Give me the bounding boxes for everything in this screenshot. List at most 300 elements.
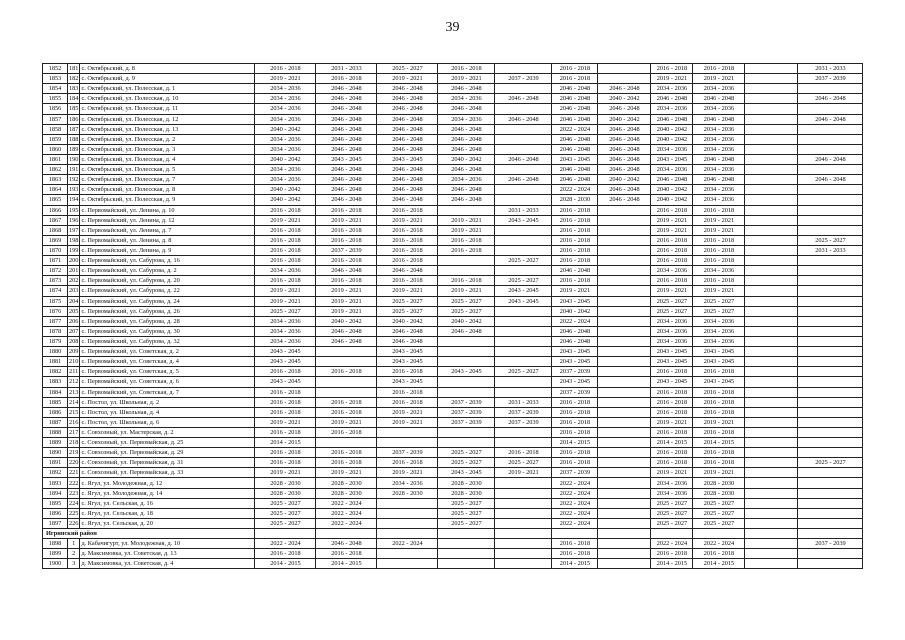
- row-number: 224: [69, 499, 79, 507]
- period-cell: 2046 - 2048: [552, 104, 598, 114]
- period-cell: [798, 134, 863, 144]
- period-cell: 2022 - 2024: [693, 539, 745, 549]
- period-cell: [438, 377, 495, 387]
- address-cell: с. Первомайский, ул. Сабурова, д. 24: [80, 296, 255, 306]
- period-cell: 2016 - 2018: [693, 549, 745, 559]
- table-row: [43, 508, 863, 518]
- period-cell: 2034 - 2036: [693, 84, 745, 94]
- period-cell: 2025 - 2027: [255, 306, 316, 316]
- period-cell: [316, 357, 377, 367]
- row-id: 1855: [43, 94, 68, 104]
- period-cell: 2037 - 2039: [552, 387, 598, 397]
- period-cell: [598, 357, 651, 367]
- address-cell: с. Первомайский, ул. Советская, д. 2: [80, 347, 255, 357]
- table-row: [43, 539, 863, 549]
- period-cell: [495, 559, 552, 569]
- period-cell: [598, 205, 651, 215]
- row-number: 196: [69, 216, 79, 224]
- period-cell: 2046 - 2048: [316, 84, 377, 94]
- period-cell: [798, 316, 863, 326]
- period-cell: 2034 - 2036: [255, 326, 316, 336]
- row-id: 1886: [43, 407, 68, 417]
- row-number: 223: [69, 489, 79, 497]
- period-cell: 2016 - 2018: [255, 367, 316, 377]
- address-cell: с. Первомайский, ул. Ленина, д. 10: [80, 205, 255, 215]
- period-cell: 2043 - 2045: [552, 296, 598, 306]
- row-id: 1898: [43, 539, 68, 549]
- period-cell: 2019 - 2021: [651, 417, 693, 427]
- row-number: 220: [69, 459, 79, 467]
- period-cell: 2040 - 2042: [598, 114, 651, 124]
- row-number: 189: [69, 145, 79, 153]
- period-cell: 2022 - 2024: [552, 508, 598, 518]
- table-row: [43, 154, 863, 164]
- period-cell: 2046 - 2048: [377, 124, 438, 134]
- period-cell: 2025 - 2027: [693, 498, 745, 508]
- period-cell: [598, 316, 651, 326]
- period-cell: 2019 - 2021: [255, 296, 316, 306]
- table-row: [43, 266, 863, 276]
- period-cell: [798, 225, 863, 235]
- period-cell: 2034 - 2036: [255, 104, 316, 114]
- table-row: [43, 427, 863, 437]
- period-cell: 2025 - 2027: [651, 518, 693, 528]
- row-id: 1899: [43, 549, 68, 559]
- row-id: 1882: [43, 367, 68, 377]
- period-cell: [798, 336, 863, 346]
- row-number: 210: [69, 358, 79, 366]
- period-cell: [745, 165, 798, 175]
- table-row: [43, 144, 863, 154]
- period-cell: 2016 - 2018: [255, 205, 316, 215]
- period-cell: 2046 - 2048: [552, 134, 598, 144]
- period-cell: 2016 - 2018: [316, 549, 377, 559]
- period-cell: 2034 - 2036: [693, 336, 745, 346]
- table-row: [43, 165, 863, 175]
- period-cell: 2016 - 2018: [255, 256, 316, 266]
- table-row: [43, 296, 863, 306]
- period-cell: 2034 - 2036: [255, 165, 316, 175]
- period-cell: 2019 - 2021: [255, 468, 316, 478]
- period-cell: 2046 - 2048: [693, 114, 745, 124]
- period-cell: 2046 - 2048: [438, 326, 495, 336]
- period-cell: 2016 - 2018: [438, 276, 495, 286]
- period-cell: [495, 225, 552, 235]
- address-cell: с. Октябрьский, ул. Полесская, д. 3: [80, 144, 255, 154]
- period-cell: 2016 - 2018: [377, 367, 438, 377]
- period-cell: 2034 - 2036: [651, 144, 693, 154]
- table-row: [43, 175, 863, 185]
- period-cell: 2016 - 2018: [651, 458, 693, 468]
- period-cell: 2028 - 2030: [693, 478, 745, 488]
- period-cell: [316, 438, 377, 448]
- period-cell: [798, 448, 863, 458]
- table-row: [43, 438, 863, 448]
- row-number: 203: [69, 287, 79, 295]
- period-cell: [495, 245, 552, 255]
- table-row: [43, 185, 863, 195]
- period-cell: 2022 - 2024: [552, 316, 598, 326]
- row-id: 1859: [43, 134, 68, 144]
- schedule-table: [42, 63, 863, 569]
- period-cell: [745, 539, 798, 549]
- period-cell: [438, 539, 495, 549]
- period-cell: 2025 - 2027: [693, 518, 745, 528]
- period-cell: 2019 - 2021: [693, 417, 745, 427]
- period-cell: [798, 124, 863, 134]
- address-cell: с. Октябрьский, д. 9: [80, 74, 255, 84]
- period-cell: 2040 - 2042: [651, 195, 693, 205]
- period-cell: 2014 - 2015: [552, 559, 598, 569]
- table-row: [43, 326, 863, 336]
- row-number: 190: [69, 156, 79, 164]
- period-cell: 2025 - 2027: [438, 508, 495, 518]
- period-cell: 2025 - 2027: [798, 235, 863, 245]
- period-cell: [798, 468, 863, 478]
- address-cell: с. Совхозный, ул. Первомайская, д. 33: [80, 468, 255, 478]
- period-cell: 2022 - 2024: [552, 478, 598, 488]
- period-cell: [798, 104, 863, 114]
- period-cell: [745, 387, 798, 397]
- table-row: [43, 64, 863, 74]
- period-cell: 2019 - 2021: [651, 74, 693, 84]
- row-number: 205: [69, 307, 79, 315]
- period-cell: 2019 - 2021: [316, 468, 377, 478]
- period-cell: 2025 - 2027: [377, 306, 438, 316]
- period-cell: 2040 - 2042: [651, 124, 693, 134]
- period-cell: [438, 357, 495, 367]
- period-cell: [745, 286, 798, 296]
- period-cell: 2034 - 2036: [693, 185, 745, 195]
- period-cell: 2046 - 2048: [495, 154, 552, 164]
- period-cell: [377, 518, 438, 528]
- table-row: [43, 245, 863, 255]
- period-cell: [495, 84, 552, 94]
- period-cell: 2034 - 2036: [255, 134, 316, 144]
- row-id: 1889: [43, 438, 68, 448]
- period-cell: 2046 - 2048: [598, 154, 651, 164]
- address-cell: с. Постол, ул. Школьная, д. 2: [80, 397, 255, 407]
- period-cell: 2016 - 2018: [316, 205, 377, 215]
- period-cell: [798, 438, 863, 448]
- table-row: [43, 286, 863, 296]
- period-cell: 2016 - 2018: [693, 235, 745, 245]
- row-id: 1890: [43, 448, 68, 458]
- period-cell: [495, 488, 552, 498]
- period-cell: 2016 - 2018: [316, 427, 377, 437]
- period-cell: 2016 - 2018: [552, 64, 598, 74]
- address-cell: с. Первомайский, ул. Сабурова, д. 32: [80, 336, 255, 346]
- row-id: 1869: [43, 235, 68, 245]
- period-cell: 2037 - 2039: [438, 417, 495, 427]
- period-cell: 2043 - 2045: [495, 215, 552, 225]
- table-cell: [745, 529, 798, 539]
- period-cell: [745, 549, 798, 559]
- period-cell: 2046 - 2048: [316, 144, 377, 154]
- row-id: 1876: [43, 306, 68, 316]
- period-cell: 2046 - 2048: [316, 124, 377, 134]
- period-cell: [745, 417, 798, 427]
- period-cell: [745, 84, 798, 94]
- period-cell: [798, 357, 863, 367]
- table-row: [43, 367, 863, 377]
- row-id: 1874: [43, 286, 68, 296]
- table-row: [43, 377, 863, 387]
- period-cell: 2016 - 2018: [552, 276, 598, 286]
- period-cell: 2016 - 2018: [377, 276, 438, 286]
- period-cell: [495, 64, 552, 74]
- period-cell: [495, 539, 552, 549]
- period-cell: [598, 377, 651, 387]
- period-cell: 2034 - 2036: [438, 94, 495, 104]
- period-cell: 2016 - 2018: [255, 64, 316, 74]
- period-cell: [745, 175, 798, 185]
- row-id: 1870: [43, 245, 68, 255]
- address-cell: с. Первомайский, ул. Советская, д. 5: [80, 367, 255, 377]
- table-row: [43, 84, 863, 94]
- table-row: [43, 235, 863, 245]
- period-cell: [745, 367, 798, 377]
- period-cell: 2046 - 2048: [316, 134, 377, 144]
- period-cell: [598, 407, 651, 417]
- row-id: 1885: [43, 397, 68, 407]
- period-cell: 2016 - 2018: [651, 367, 693, 377]
- address-cell: с. Первомайский, ул. Сабурова, д. 20: [80, 276, 255, 286]
- row-number: 185: [69, 105, 79, 113]
- row-number: 191: [69, 166, 79, 174]
- row-id: 1875: [43, 296, 68, 306]
- row-id: 1896: [43, 508, 68, 518]
- period-cell: [745, 256, 798, 266]
- period-cell: 2016 - 2018: [255, 549, 316, 559]
- period-cell: 2016 - 2018: [651, 235, 693, 245]
- row-number: 202: [69, 277, 79, 285]
- period-cell: 2034 - 2036: [651, 336, 693, 346]
- period-cell: 2014 - 2015: [693, 438, 745, 448]
- period-cell: [745, 377, 798, 387]
- row-number: 221: [69, 469, 79, 477]
- period-cell: 2040 - 2042: [651, 134, 693, 144]
- period-cell: 2025 - 2027: [693, 306, 745, 316]
- table-row: [43, 256, 863, 266]
- address-cell: с. Ягул, ул. Сельская, д. 20: [80, 518, 255, 528]
- period-cell: 2028 - 2030: [552, 195, 598, 205]
- address-cell: с. Ягул, ул. Сельская, д. 18: [80, 508, 255, 518]
- period-cell: [495, 195, 552, 205]
- table-row: [43, 417, 863, 427]
- period-cell: 2022 - 2024: [316, 518, 377, 528]
- address-cell: с. Первомайский, ул. Ленина, д. 9: [80, 245, 255, 255]
- period-cell: 2040 - 2042: [255, 154, 316, 164]
- period-cell: 2028 - 2030: [438, 478, 495, 488]
- period-cell: 2043 - 2045: [651, 357, 693, 367]
- period-cell: [598, 478, 651, 488]
- table-cell: [316, 529, 377, 539]
- period-cell: 2016 - 2018: [693, 205, 745, 215]
- period-cell: [598, 286, 651, 296]
- period-cell: [495, 124, 552, 134]
- period-cell: 2016 - 2018: [693, 245, 745, 255]
- period-cell: [745, 74, 798, 84]
- row-id: 1862: [43, 165, 68, 175]
- period-cell: 2046 - 2048: [377, 165, 438, 175]
- row-number: 212: [69, 378, 79, 386]
- period-cell: [438, 387, 495, 397]
- period-cell: 2034 - 2036: [651, 84, 693, 94]
- period-cell: 2016 - 2018: [255, 235, 316, 245]
- period-cell: 2040 - 2042: [651, 185, 693, 195]
- period-cell: [745, 266, 798, 276]
- period-cell: [495, 347, 552, 357]
- period-cell: 2046 - 2048: [552, 175, 598, 185]
- period-cell: 2046 - 2048: [651, 175, 693, 185]
- period-cell: 2019 - 2021: [693, 225, 745, 235]
- row-id: 1867: [43, 215, 68, 225]
- address-cell: д. Максимовка, ул. Советская, д. 13: [80, 549, 255, 559]
- period-cell: 2043 - 2045: [377, 377, 438, 387]
- table-row: [43, 498, 863, 508]
- period-cell: [798, 286, 863, 296]
- period-cell: 2022 - 2024: [552, 518, 598, 528]
- table-row: [43, 387, 863, 397]
- period-cell: [745, 245, 798, 255]
- period-cell: 2037 - 2039: [377, 448, 438, 458]
- period-cell: 2046 - 2048: [552, 165, 598, 175]
- row-id: 1888: [43, 427, 68, 437]
- row-id: 1877: [43, 316, 68, 326]
- address-cell: с. Октябрьский, ул. Полесская, д. 4: [80, 154, 255, 164]
- period-cell: 2034 - 2036: [255, 144, 316, 154]
- row-number: 182: [69, 75, 79, 83]
- period-cell: [745, 276, 798, 286]
- period-cell: 2043 - 2045: [693, 347, 745, 357]
- row-number: 1: [68, 539, 80, 549]
- period-cell: 2046 - 2048: [316, 114, 377, 124]
- period-cell: 2016 - 2018: [377, 397, 438, 407]
- period-cell: 2034 - 2036: [255, 114, 316, 124]
- period-cell: 2016 - 2018: [255, 397, 316, 407]
- period-cell: 2025 - 2027: [651, 306, 693, 316]
- period-cell: 2019 - 2021: [316, 417, 377, 427]
- row-id: 1871: [43, 256, 68, 266]
- address-cell: с. Ягул, ул. Сельская, д. 16: [80, 498, 255, 508]
- period-cell: 2046 - 2048: [316, 266, 377, 276]
- table-cell: [552, 529, 598, 539]
- period-cell: 2040 - 2042: [598, 175, 651, 185]
- period-cell: 2019 - 2021: [693, 74, 745, 84]
- row-id: 1860: [43, 144, 68, 154]
- address-cell: с. Совхозный, ул. Первомайская, д. 29: [80, 448, 255, 458]
- period-cell: [598, 549, 651, 559]
- period-cell: 2019 - 2021: [377, 417, 438, 427]
- row-id: 1894: [43, 488, 68, 498]
- period-cell: [798, 205, 863, 215]
- row-number: 206: [69, 317, 79, 325]
- period-cell: 2014 - 2015: [552, 438, 598, 448]
- period-cell: 2043 - 2045: [495, 286, 552, 296]
- period-cell: 2019 - 2021: [438, 225, 495, 235]
- period-cell: [495, 266, 552, 276]
- period-cell: 2046 - 2048: [316, 185, 377, 195]
- period-cell: 2046 - 2048: [377, 134, 438, 144]
- period-cell: 2025 - 2027: [438, 458, 495, 468]
- period-cell: 2016 - 2018: [693, 276, 745, 286]
- period-cell: 2019 - 2021: [377, 74, 438, 84]
- row-id: 1856: [43, 104, 68, 114]
- period-cell: 2046 - 2048: [598, 195, 651, 205]
- period-cell: [745, 64, 798, 74]
- period-cell: 2040 - 2042: [316, 316, 377, 326]
- period-cell: [495, 387, 552, 397]
- period-cell: [745, 407, 798, 417]
- period-cell: [377, 498, 438, 508]
- period-cell: 2037 - 2039: [552, 367, 598, 377]
- table-cell: [495, 529, 552, 539]
- period-cell: 2046 - 2048: [798, 94, 863, 104]
- period-cell: 2019 - 2021: [495, 468, 552, 478]
- period-cell: 2031 - 2033: [495, 397, 552, 407]
- table-row: [43, 94, 863, 104]
- row-number: 214: [69, 398, 79, 406]
- period-cell: 2043 - 2045: [693, 357, 745, 367]
- table-cell: [438, 529, 495, 539]
- period-cell: 2016 - 2018: [316, 458, 377, 468]
- period-cell: [495, 508, 552, 518]
- period-cell: [745, 235, 798, 245]
- period-cell: 2046 - 2048: [798, 175, 863, 185]
- period-cell: [495, 316, 552, 326]
- row-id: 1858: [43, 124, 68, 134]
- table-row: [43, 74, 863, 84]
- period-cell: 2014 - 2015: [693, 559, 745, 569]
- period-cell: 2034 - 2036: [693, 165, 745, 175]
- period-cell: [377, 438, 438, 448]
- period-cell: 2025 - 2027: [693, 508, 745, 518]
- period-cell: 2046 - 2048: [693, 175, 745, 185]
- row-id: 1895: [43, 498, 68, 508]
- table-row: [43, 114, 863, 124]
- period-cell: 2022 - 2024: [316, 498, 377, 508]
- period-cell: [377, 508, 438, 518]
- period-cell: [745, 114, 798, 124]
- period-cell: 2046 - 2048: [552, 144, 598, 154]
- period-cell: 2025 - 2027: [438, 448, 495, 458]
- table-row: [43, 276, 863, 286]
- period-cell: [598, 256, 651, 266]
- period-cell: 2028 - 2030: [438, 488, 495, 498]
- row-number: 209: [69, 348, 79, 356]
- period-cell: 2016 - 2018: [552, 407, 598, 417]
- period-cell: 2025 - 2027: [438, 296, 495, 306]
- period-cell: 2043 - 2045: [552, 347, 598, 357]
- period-cell: 2019 - 2021: [377, 468, 438, 478]
- period-cell: 2016 - 2018: [651, 397, 693, 407]
- period-cell: 2034 - 2036: [255, 94, 316, 104]
- period-cell: 2016 - 2018: [316, 276, 377, 286]
- period-cell: 2034 - 2036: [651, 165, 693, 175]
- period-cell: [495, 185, 552, 195]
- period-cell: [598, 74, 651, 84]
- period-cell: 2016 - 2018: [316, 448, 377, 458]
- address-cell: с. Октябрьский, ул. Полесская, д. 2: [80, 134, 255, 144]
- period-cell: [377, 427, 438, 437]
- address-cell: с. Совхозный, ул. Первомайская, д. 31: [80, 458, 255, 468]
- period-cell: [745, 508, 798, 518]
- period-cell: [598, 347, 651, 357]
- page-number: 39: [445, 20, 460, 35]
- period-cell: [745, 215, 798, 225]
- period-cell: 2046 - 2048: [651, 94, 693, 104]
